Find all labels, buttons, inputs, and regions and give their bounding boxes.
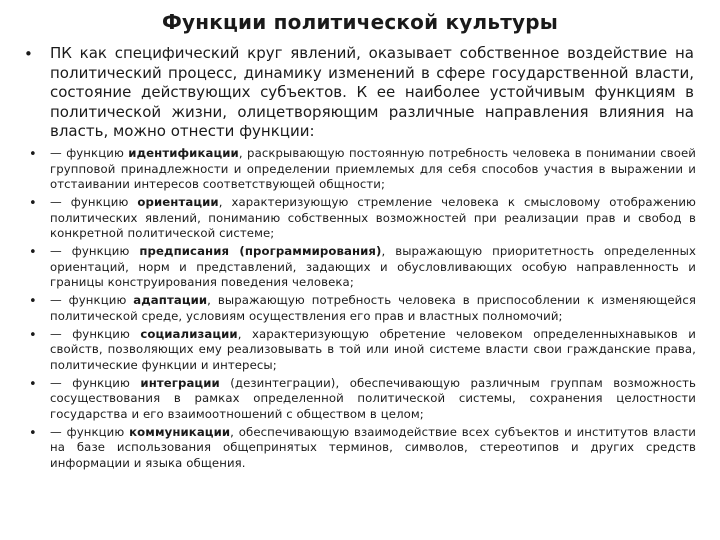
item-term: идентификации	[128, 146, 239, 160]
list-item-text	[50, 146, 696, 193]
item-prefix: — функцию	[50, 244, 140, 259]
list-item	[24, 146, 696, 193]
bullet-icon: •	[29, 245, 37, 261]
list-item	[24, 195, 696, 242]
list-item	[24, 244, 696, 291]
item-description: , характеризующую обретение человеком определенныхнавыков и свойств, позволяющих ему реализовывать в той или иной системе власти свои гражданские права, политические функции и интересы;	[50, 326, 697, 372]
bullet-icon: •	[24, 45, 33, 63]
bullet-icon: •	[29, 327, 37, 343]
list-item-text	[50, 327, 696, 374]
bullet-icon: •	[29, 294, 37, 310]
list-item-text	[50, 376, 696, 423]
functions-list	[24, 146, 696, 474]
item-prefix: — функцию	[50, 195, 138, 210]
item-term: предписания (программирования)	[139, 244, 382, 259]
list-item-text	[50, 425, 696, 472]
bullet-icon: •	[29, 147, 37, 162]
item-term: адаптации	[133, 293, 208, 308]
item-term: ориентации	[137, 195, 219, 210]
item-description: , выражающую приоритетность определенных ориентаций, норм и представлений, задающих и обусловливающих особую направленность и границы конструирования поведения человека;	[50, 244, 697, 290]
item-term: коммуникации	[129, 424, 231, 439]
bullet-icon: •	[29, 425, 37, 441]
item-description: , обеспечивающую взаимодействие всех субъектов и институтов власти на базе использования общепринятых терминов, символов, стереотипов и других средств информации и языка общения.	[50, 424, 696, 471]
bullet-icon: •	[29, 376, 37, 392]
list-item-text	[50, 293, 696, 324]
item-term: социализации	[140, 326, 238, 341]
list-item-text	[50, 195, 696, 242]
item-prefix: — функцию	[50, 375, 141, 390]
slide-title: Функции политической культуры	[161, 10, 559, 34]
list-item	[24, 376, 696, 423]
item-prefix: — функцию	[50, 146, 129, 160]
item-description: , раскрывающую постоянную потребность человека в понимании своей групповой принадлежности и определении приемлемых для себя способов участия в выражении и отстаивании интересов соответствующей общности;	[50, 146, 696, 192]
item-description: , характеризующую стремление человека к смысловому отображению политических явлений, пониманию собственных возможностей при реализации прав и свобод в конкретной политической системе;	[50, 195, 696, 241]
item-prefix: — функцию	[50, 326, 141, 341]
list-item	[24, 327, 696, 374]
item-prefix: — функцию	[50, 424, 130, 439]
list-item-text	[50, 244, 696, 291]
intro-text: ПК как специфический круг явлений, оказывает собственное воздействие на политический процесс, динамику изменений в сфере государственной власти, состояние действующих субъектов. К ее наиболее устойчивым функциям в политической жизни, олицетворяющим различные направления влияния на власть, можно отнести функции:	[50, 44, 694, 140]
item-description: (дезинтеграции), обеспечивающую различным группам возможность сосуществования в рамках определенной политической системы, сохранения целостности государства и его взаимоотношений с обществом в целом;	[50, 375, 696, 421]
item-term: интеграции	[140, 375, 220, 390]
list-item	[24, 425, 696, 472]
list-item	[24, 293, 696, 324]
bullet-icon: •	[29, 196, 37, 212]
intro-paragraph	[24, 44, 694, 142]
item-description: , выражающую потребность человека в приспособлении к изменяющейся политической среде, условиям осуществления его прав и властных полномочий;	[50, 293, 696, 323]
item-prefix: — функцию	[50, 293, 134, 308]
